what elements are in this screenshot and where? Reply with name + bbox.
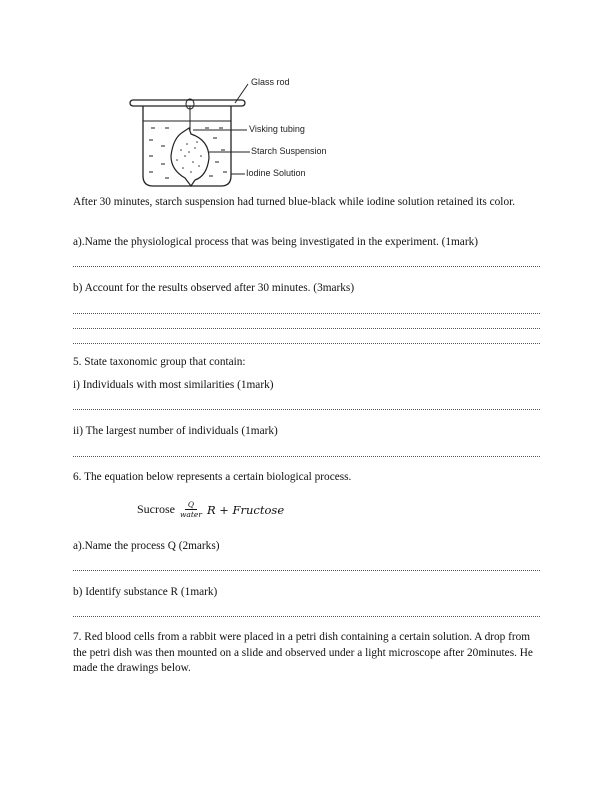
answer-line[interactable] xyxy=(73,448,540,457)
answer-line[interactable] xyxy=(73,258,540,267)
question-6b: b) Identify substance R (1mark) xyxy=(73,586,218,598)
osmosis-experiment-diagram xyxy=(125,72,345,195)
equation-over: Q xyxy=(185,500,197,510)
answer-line[interactable] xyxy=(73,335,540,344)
equation-right: R + Fructose xyxy=(206,502,285,517)
question-5: 5. State taxonomic group that contain: xyxy=(73,356,246,368)
equation-left: Sucrose xyxy=(137,502,175,516)
label-glass-rod: Glass rod xyxy=(251,77,290,87)
answer-line[interactable] xyxy=(73,562,540,571)
question-5ii: ii) The largest number of individuals (1mark) xyxy=(73,425,278,437)
answer-line[interactable] xyxy=(73,608,540,617)
question-6a: a).Name the process Q (2marks) xyxy=(73,540,220,552)
question-7: 7. Red blood cells from a rabbit were placed in a petri dish containing a certain solution. A drop from the petri dish was then mounted on a slide and observed under a light microscope after 20minutes. He made the drawings below. xyxy=(73,631,533,674)
label-visking-tubing: Visking tubing xyxy=(249,124,305,134)
label-iodine-solution: Iodine Solution xyxy=(246,168,306,178)
question-4b: b) Account for the results observed after 30 minutes. (3marks) xyxy=(73,282,355,294)
label-starch-suspension: Starch Suspension xyxy=(251,146,327,156)
intro-text: After 30 minutes, starch suspension had turned blue-black while iodine solution retained its color. xyxy=(73,196,516,208)
question-4a: a).Name the physiological process that was being investigated in the experiment. (1mark) xyxy=(73,236,478,248)
equation xyxy=(137,500,284,519)
beaker-diagram xyxy=(125,72,345,192)
question-5i: i) Individuals with most similarities (1mark) xyxy=(73,379,274,391)
equation-arrow xyxy=(180,500,202,519)
question-6: 6. The equation below represents a certain biological process. xyxy=(73,471,352,483)
answer-line[interactable] xyxy=(73,305,540,314)
equation-under: water xyxy=(180,510,202,519)
answer-line[interactable] xyxy=(73,401,540,410)
answer-line[interactable] xyxy=(73,320,540,329)
